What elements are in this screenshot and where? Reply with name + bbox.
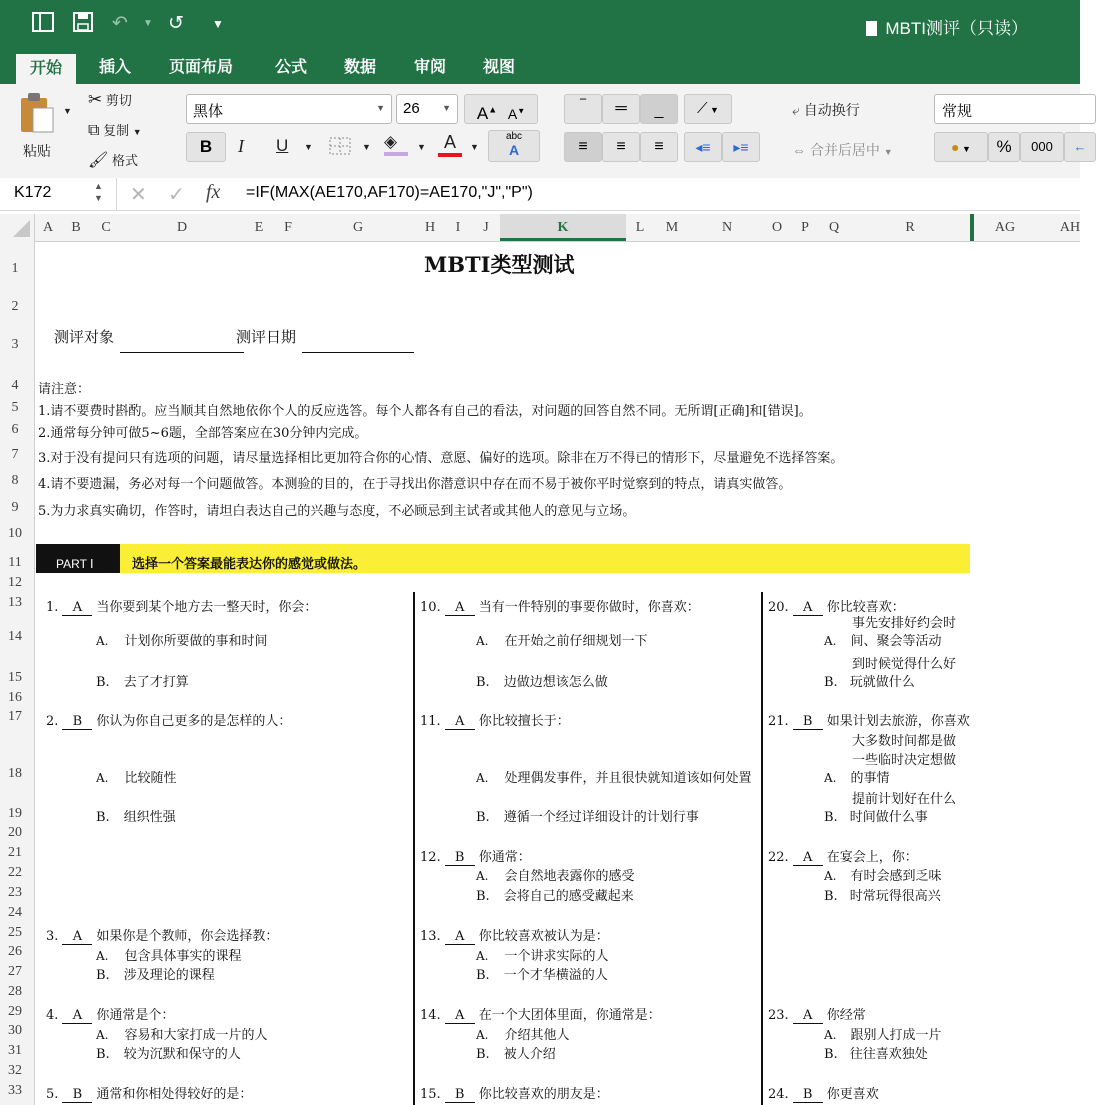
- option-b: B. 会将自己的感受藏起来: [476, 889, 634, 904]
- cut-button[interactable]: [88, 90, 132, 110]
- column-header-h[interactable]: H: [424, 220, 436, 235]
- option-a: A. 间、聚会等活动: [824, 634, 942, 649]
- brush-icon: 🖌: [88, 152, 109, 169]
- note-heading: 请注意：: [38, 382, 91, 397]
- row-header[interactable]: 14: [8, 629, 22, 644]
- fill-color-button[interactable]: [384, 132, 408, 156]
- row-header[interactable]: 28: [8, 984, 22, 999]
- align-middle-button[interactable]: [602, 94, 640, 124]
- row-header[interactable]: 31: [8, 1043, 22, 1058]
- align-center-button[interactable]: [602, 132, 640, 162]
- name-box-stepper-icon[interactable]: ▲ ▼: [94, 181, 103, 203]
- question-22: 22. A 在宴会上，你：: [768, 850, 918, 865]
- question-1: 1. A 当你要到某个地方去一整天时，你会：: [46, 600, 318, 615]
- orientation-icon: ⟋: [697, 100, 708, 117]
- answer-field[interactable]: B: [62, 714, 92, 730]
- column-header-e[interactable]: E: [254, 220, 264, 235]
- column-header-c[interactable]: C: [101, 220, 111, 235]
- row-header[interactable]: 23: [8, 885, 22, 900]
- scissors-icon: ✂: [88, 90, 103, 109]
- note-line-4: 4.请不要遗漏，务必对每一个问题做答。本测验的目的，在于寻找出你潜意识中存在而不易于被你平时觉察到的特点，请真实做答。: [38, 477, 792, 492]
- row-header[interactable]: 24: [8, 905, 22, 920]
- option-b: B. 较为沉默和保守的人: [96, 1047, 241, 1062]
- tab-insert[interactable]: 插入: [99, 59, 132, 76]
- answer-field[interactable]: A: [62, 1008, 92, 1024]
- option-a: A. 包含具体事实的课程: [96, 949, 242, 964]
- borders-button[interactable]: [328, 136, 354, 159]
- option-a-line: 一些临时决定想做: [852, 753, 957, 768]
- option-a: A. 有时会感到乏味: [824, 869, 942, 884]
- frozen-column-divider: [970, 214, 974, 241]
- copy-label: 复制: [103, 123, 130, 138]
- orientation-dropdown-icon: ▼: [707, 105, 719, 115]
- number-format-select[interactable]: [934, 94, 1096, 124]
- font-color-dropdown-icon[interactable]: ▼: [470, 142, 479, 152]
- option-b: B. 被人介绍: [476, 1047, 556, 1062]
- fill-color-swatch: [384, 152, 408, 156]
- increase-decimal-button[interactable]: [1064, 132, 1096, 162]
- font-size-select[interactable]: [396, 94, 458, 124]
- italic-button[interactable]: I: [238, 136, 244, 156]
- customize-toolbar-icon[interactable]: ▼: [212, 17, 224, 31]
- column-header-f[interactable]: F: [284, 220, 292, 235]
- option-b: B. 组织性强: [96, 810, 176, 825]
- increase-font-icon: A▲: [476, 103, 498, 123]
- row-header[interactable]: 20: [8, 825, 22, 840]
- question-20: 20. A 你比较喜欢：: [768, 600, 905, 615]
- paste-label: 粘贴: [23, 143, 51, 159]
- decrease-font-icon: A▼: [507, 105, 526, 122]
- question-23: 23. A 你经常: [768, 1008, 866, 1023]
- undo-icon[interactable]: ↶: [112, 13, 128, 34]
- bold-button[interactable]: B: [186, 132, 226, 162]
- part-label: PART Ⅰ: [36, 544, 120, 573]
- align-left-button[interactable]: [564, 132, 602, 162]
- align-bottom-icon: _: [654, 102, 664, 119]
- merge-center-button[interactable]: [792, 140, 893, 160]
- align-right-button[interactable]: [640, 132, 678, 162]
- question-11: 11. A 你比较擅长于：: [420, 714, 570, 729]
- row-header[interactable]: 25: [8, 925, 22, 940]
- align-middle-icon: ═: [615, 100, 627, 117]
- format-painter-button[interactable]: [88, 150, 138, 170]
- ribbon-tabs: [0, 52, 1080, 84]
- save-icon[interactable]: [73, 12, 93, 39]
- option-b: B. 去了才打算: [96, 675, 189, 690]
- row-header[interactable]: 2: [11, 299, 19, 314]
- option-b: B. 玩就做什么: [824, 675, 915, 690]
- phonetic-icon: abc A: [505, 131, 523, 158]
- align-right-icon: ≡: [654, 138, 664, 155]
- row-header[interactable]: 18: [8, 766, 22, 781]
- option-a: A. 计划你所要做的事和时间: [96, 634, 268, 649]
- column-header-q[interactable]: Q: [828, 220, 840, 235]
- enter-icon[interactable]: ✓: [168, 184, 185, 206]
- option-b: B. 时常玩得很高兴: [824, 889, 941, 904]
- answer-field[interactable]: A: [793, 1008, 823, 1024]
- row-header[interactable]: 27: [8, 964, 22, 979]
- increase-indent-button[interactable]: [722, 132, 760, 162]
- increase-indent-icon: ▸≡: [733, 139, 749, 155]
- option-a: A. 容易和大家打成一片的人: [96, 1028, 268, 1043]
- paste-dropdown-icon[interactable]: ▼: [63, 106, 72, 116]
- date-label: 测评日期: [236, 328, 297, 346]
- tab-review[interactable]: 审阅: [414, 59, 447, 76]
- option-b: B. 往往喜欢独处: [824, 1047, 928, 1062]
- font-size-value: 26: [403, 100, 420, 117]
- row-header[interactable]: 3: [11, 337, 19, 352]
- row-header[interactable]: 26: [8, 944, 22, 959]
- answer-field[interactable]: B: [793, 714, 823, 730]
- sidebar-toggle-icon[interactable]: [32, 12, 54, 39]
- copy-dropdown-icon: ▼: [132, 127, 142, 137]
- question-13: 13. A 你比较喜欢被认为是：: [420, 929, 609, 944]
- option-a: A. 一个讲求实际的人: [476, 949, 609, 964]
- note-line-3: 3.对于没有提问只有选项的问题，请尽量选择相比更加符合你的心情、意愿、偏好的选项。除非在万不得已的情形下，尽量避免不选择答案。: [38, 451, 844, 466]
- question-24: 24. B 你更喜欢: [768, 1087, 879, 1102]
- align-bottom-button[interactable]: [640, 94, 678, 124]
- row-header[interactable]: 22: [8, 865, 22, 880]
- column-header-d[interactable]: D: [176, 220, 188, 235]
- name-box[interactable]: K172: [14, 184, 52, 201]
- underline-dropdown-icon[interactable]: ▼: [304, 142, 313, 152]
- row-header[interactable]: 6: [11, 422, 19, 437]
- tab-formulas[interactable]: 公式: [275, 59, 308, 76]
- question-10: 10. A 当有一件特别的事要你做时，你喜欢：: [420, 600, 700, 615]
- column-header-r[interactable]: R: [905, 220, 915, 235]
- align-top-icon: ‾: [580, 98, 586, 115]
- note-line-1: 1.请不要费时斟酌。应当顺其自然地依你个人的反应选答。每个人都各有自己的看法，对问题的回答自然不同。无所谓[正确]和[错误]。: [38, 404, 812, 419]
- row-header[interactable]: 17: [8, 709, 22, 724]
- option-a-line: 事先安排好约会时: [852, 616, 957, 631]
- align-left-icon: ≡: [578, 138, 588, 155]
- option-a: A. 跟别人打成一片: [824, 1028, 942, 1043]
- sheet-title: MBTI类型测试: [424, 252, 575, 277]
- column-header-i[interactable]: I: [455, 220, 461, 235]
- option-b: B. 涉及理论的课程: [96, 968, 215, 983]
- option-b-line: 提前计划好在什么: [852, 792, 957, 807]
- answer-field[interactable]: B: [445, 1087, 475, 1103]
- document-title-text: MBTI测评（只读）: [885, 19, 1028, 38]
- question-3: 3. A 如果你是个教师，你会选择教：: [46, 929, 279, 944]
- comma-style-button[interactable]: 000: [1020, 132, 1064, 162]
- column-header-n[interactable]: N: [721, 220, 733, 235]
- row-header[interactable]: 29: [8, 1004, 22, 1019]
- merge-center-dropdown-icon: ▼: [883, 147, 893, 157]
- select-all-corner[interactable]: [0, 214, 35, 241]
- font-color-button[interactable]: [438, 132, 462, 157]
- copy-button[interactable]: [88, 120, 142, 140]
- insert-function-icon[interactable]: fx: [206, 181, 221, 203]
- borders-dropdown-icon[interactable]: ▼: [362, 142, 371, 152]
- coins-icon: ●: [951, 139, 960, 155]
- row-header[interactable]: 1: [11, 261, 19, 276]
- option-a-line: 大多数时间都是做: [852, 734, 957, 749]
- document-icon: [866, 21, 877, 36]
- column-header-ag[interactable]: AG: [994, 220, 1016, 235]
- undo-dropdown-icon[interactable]: ▼: [143, 18, 153, 29]
- answer-field[interactable]: B: [445, 850, 475, 866]
- option-a: A. 比较随性: [96, 771, 177, 786]
- accounting-format-button[interactable]: [934, 132, 988, 162]
- font-color-icon: A: [443, 132, 456, 152]
- row-header[interactable]: 13: [8, 595, 22, 610]
- align-center-icon: ≡: [616, 138, 626, 155]
- tab-view[interactable]: 视图: [483, 59, 516, 76]
- row-header[interactable]: 9: [11, 500, 19, 515]
- column-header-b[interactable]: B: [71, 220, 81, 235]
- row-header[interactable]: 19: [8, 806, 22, 821]
- merge-center-label: 合并后居中: [809, 142, 880, 158]
- font-name-select[interactable]: [186, 94, 392, 124]
- orientation-button[interactable]: [684, 94, 732, 124]
- question-12: 12. B 你通常：: [420, 850, 531, 865]
- tab-data[interactable]: 数据: [344, 59, 377, 76]
- note-line-2: 2.通常每分钟可做5~6题，全部答案应在30分钟内完成。: [38, 426, 368, 441]
- align-top-button[interactable]: [564, 94, 602, 124]
- percent-button[interactable]: %: [988, 132, 1020, 162]
- merge-center-icon: ⇔: [792, 142, 806, 158]
- formula-divider: [116, 178, 117, 210]
- option-a: A. 介绍其他人: [476, 1028, 570, 1043]
- column-header-p[interactable]: P: [801, 220, 809, 235]
- fill-color-dropdown-icon[interactable]: ▼: [417, 142, 426, 152]
- formula-bar: [0, 178, 1080, 211]
- row-header[interactable]: 15: [8, 670, 22, 685]
- underline-button[interactable]: U: [276, 136, 289, 155]
- tab-page-layout[interactable]: 页面布局: [169, 59, 234, 76]
- row-header[interactable]: 30: [8, 1023, 22, 1038]
- option-b: B. 一个才华横溢的人: [476, 968, 608, 983]
- row-header[interactable]: 11: [8, 555, 22, 570]
- decrease-indent-icon: ◂≡: [695, 139, 711, 155]
- question-5: 5. B 通常和你相处得较好的是：: [46, 1087, 253, 1102]
- wrap-text-label: 自动换行: [803, 102, 860, 118]
- decrease-indent-button[interactable]: [684, 132, 722, 162]
- row-header[interactable]: 12: [8, 575, 22, 590]
- question-2: 2. B 你认为你自己更多的是怎样的人：: [46, 714, 292, 729]
- row-headers: [0, 241, 35, 1105]
- increase-decimal-icon: ←: [1073, 139, 1087, 154]
- increase-font-size-button[interactable]: [464, 94, 538, 124]
- accounting-dropdown-icon: ▼: [959, 144, 971, 154]
- option-b: B. 时间做什么事: [824, 810, 928, 825]
- option-a: A. 的事情: [824, 771, 890, 786]
- cut-label: 剪切: [105, 93, 132, 108]
- ribbon: [0, 84, 1087, 179]
- date-field-underline[interactable]: [302, 352, 414, 353]
- document-title: [866, 14, 1028, 39]
- question-14: 14. A 在一个大团体里面，你通常是：: [420, 1008, 661, 1023]
- copy-icon: ⧉: [88, 122, 100, 139]
- answer-field[interactable]: A: [445, 714, 475, 730]
- row-header[interactable]: 32: [8, 1063, 22, 1078]
- option-b-line: 到时候觉得什么好: [852, 657, 957, 672]
- answer-field[interactable]: A: [793, 600, 823, 616]
- column-header-g[interactable]: G: [352, 220, 364, 235]
- option-b: B. 遵循一个经过详细设计的计划行事: [476, 810, 699, 825]
- paint-bucket-icon: ◈: [384, 132, 398, 151]
- borders-icon: [328, 136, 354, 156]
- paste-button[interactable]: [16, 90, 58, 160]
- phonetic-button[interactable]: [488, 130, 540, 162]
- wrap-text-button[interactable]: [792, 100, 860, 120]
- row-header[interactable]: 21: [8, 845, 22, 860]
- column-header-j[interactable]: J: [483, 220, 489, 235]
- row-header[interactable]: 7: [11, 447, 19, 462]
- cancel-icon[interactable]: ✕: [130, 184, 147, 206]
- row-header[interactable]: 33: [8, 1083, 22, 1098]
- subject-label: 测评对象: [54, 328, 115, 346]
- format-painter-label: 格式: [111, 153, 138, 168]
- column-header-ah[interactable]: AH: [1059, 220, 1081, 235]
- note-line-5: 5.为力求真实确切，作答时，请坦白表达自己的兴趣与态度，不必顾忌到主试者或其他人的意见与立场。: [38, 504, 636, 519]
- font-name-dropdown-icon: ▼: [376, 103, 385, 113]
- column-header-k[interactable]: K: [500, 214, 626, 241]
- subject-field-underline[interactable]: [120, 352, 244, 353]
- part-instruction: 选择一个答案最能表达你的感觉或做法。: [132, 556, 367, 571]
- column-headers: [0, 214, 1080, 242]
- question-15: 15. B 你比较喜欢的朋友是：: [420, 1087, 609, 1102]
- part-banner: [36, 544, 970, 573]
- option-b: B. 边做边想该怎么做: [476, 675, 608, 690]
- question-21: 21. B 如果计划去旅游，你喜欢: [768, 714, 970, 729]
- answer-field[interactable]: B: [793, 1087, 823, 1103]
- formula-input[interactable]: =IF(MAX(AE170,AF170)=AE170,"J","P"): [246, 184, 533, 201]
- font-color-swatch: [438, 153, 462, 157]
- question-4: 4. A 你通常是个：: [46, 1008, 175, 1023]
- redo-icon[interactable]: ↺: [168, 13, 184, 34]
- answer-field[interactable]: A: [445, 929, 475, 945]
- row-header[interactable]: 10: [8, 526, 22, 541]
- option-a: A. 处理偶发事件，并且很快就知道该如何处置: [476, 771, 752, 786]
- title-bar: [0, 0, 1080, 52]
- wrap-text-icon: ⤶: [792, 102, 800, 118]
- clipboard-icon: [16, 90, 56, 136]
- answer-field[interactable]: A: [62, 929, 92, 945]
- column-header-m[interactable]: M: [665, 220, 679, 235]
- question-column-divider: [761, 592, 763, 1105]
- column-header-o[interactable]: O: [771, 220, 783, 235]
- column-header-a[interactable]: A: [42, 220, 54, 235]
- font-name-value: 黑体: [193, 103, 224, 120]
- number-format-value: 常规: [942, 103, 973, 120]
- font-size-dropdown-icon: ▼: [442, 103, 451, 113]
- row-header[interactable]: 5: [11, 400, 19, 415]
- column-header-l[interactable]: L: [635, 220, 645, 235]
- answer-field[interactable]: B: [62, 1087, 92, 1103]
- row-header[interactable]: 16: [8, 690, 22, 705]
- option-a: A. 在开始之前仔细规划一下: [476, 634, 648, 649]
- answer-field[interactable]: A: [793, 850, 823, 866]
- question-column-divider: [413, 592, 415, 1105]
- answer-field[interactable]: A: [445, 1008, 475, 1024]
- row-header[interactable]: 4: [11, 378, 19, 393]
- answer-field[interactable]: A: [445, 600, 475, 616]
- answer-field[interactable]: A: [62, 600, 92, 616]
- row-header[interactable]: 8: [11, 473, 19, 488]
- option-a: A. 会自然地表露你的感受: [476, 869, 635, 884]
- tab-home[interactable]: 开始: [16, 54, 76, 84]
